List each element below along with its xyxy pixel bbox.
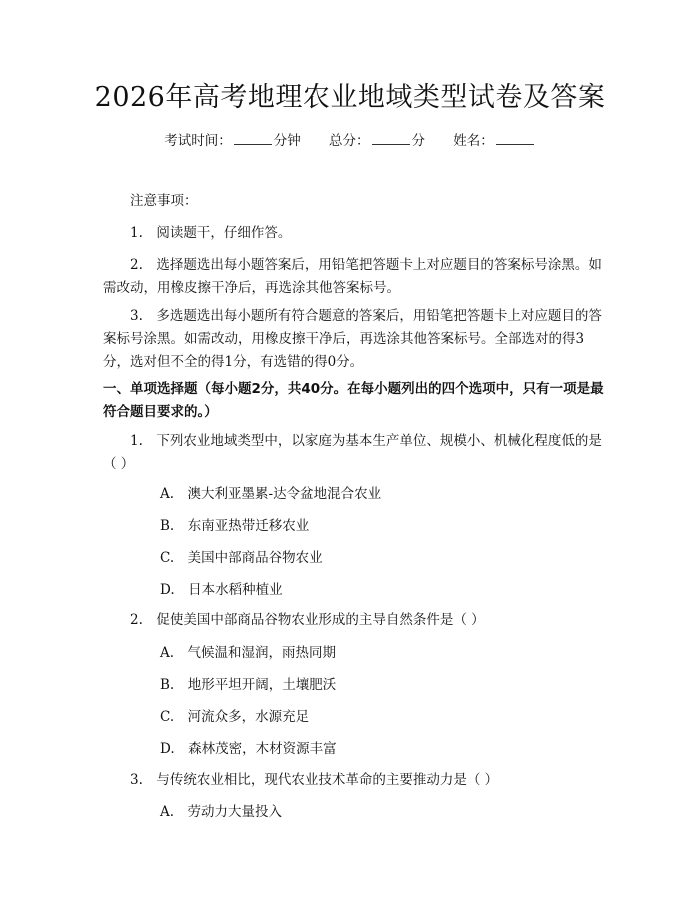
notice-item-1: 1. 阅读题干，仔细作答。 [130,225,292,241]
time-label: 考试时间： [164,133,232,149]
section-heading: 一、单项选择题（每小题2分，共40分。在每小题列出的四个选项中，只有一项是最符合题目要求的。） [103,381,604,420]
question-3-option-a: A. 劳动力大量投入 [160,804,283,820]
score-field [329,133,425,149]
time-field [164,133,301,149]
notice-item-2: 2. 选择题选出每小题答案后，用铅笔把答题卡上对应题目的答案标号涂黑。如需改动，用橡皮擦干净后，再选涂其他答案标号。 [103,257,602,296]
name-field [453,133,536,149]
question-stem-1: 1. 下列农业地域类型中，以家庭为基本生产单位、规模小、机械化程度低的是（ ） [103,433,602,472]
notice-item-3: 3. 多选题选出每小题所有符合题意的答案后，用铅笔把答题卡上对应题目的答案标号涂黑。如需改动，用橡皮擦干净后，再选涂其他答案标号。全部选对的得3分，选对但不全的得1分，有选错的得0分。 [103,308,602,370]
question-2-option-b: B. 地形平坦开阔，土壤肥沃 [160,677,337,693]
question-stem-2: 2. 促使美国中部商品谷物农业形成的主导自然条件是（ ） [130,612,485,628]
question-2-option-c: C. 河流众多，水源充足 [160,709,310,725]
time-unit: 分钟 [273,133,301,149]
score-unit: 分 [411,133,425,149]
question-2-option-d: D. 森林茂密，木材资源丰富 [160,741,337,757]
question-stem-3: 3. 与传统农业相比，现代农业技术革命的主要推动力是（ ） [130,772,499,788]
question-1-option-b: B. 东南亚热带迁移农业 [160,518,310,534]
question-1-option-a: A. 澳大利亚墨累-达令盆地混合农业 [160,486,382,502]
name-blank [496,132,534,145]
exam-meta [0,131,700,151]
question-2-option-a: A. 气候温和湿润，雨热同期 [160,645,337,661]
question-1-option-d: D. 日本水稻种植业 [160,582,283,598]
name-label: 姓名： [453,133,494,149]
score-label: 总分： [329,133,370,149]
score-blank [372,132,410,145]
page-title: 2026年高考地理农业地域类型试卷及答案 [94,82,606,113]
notice-heading: 注意事项： [130,193,198,209]
question-1-option-c: C. 美国中部商品谷物农业 [160,550,323,566]
time-blank [234,132,272,145]
